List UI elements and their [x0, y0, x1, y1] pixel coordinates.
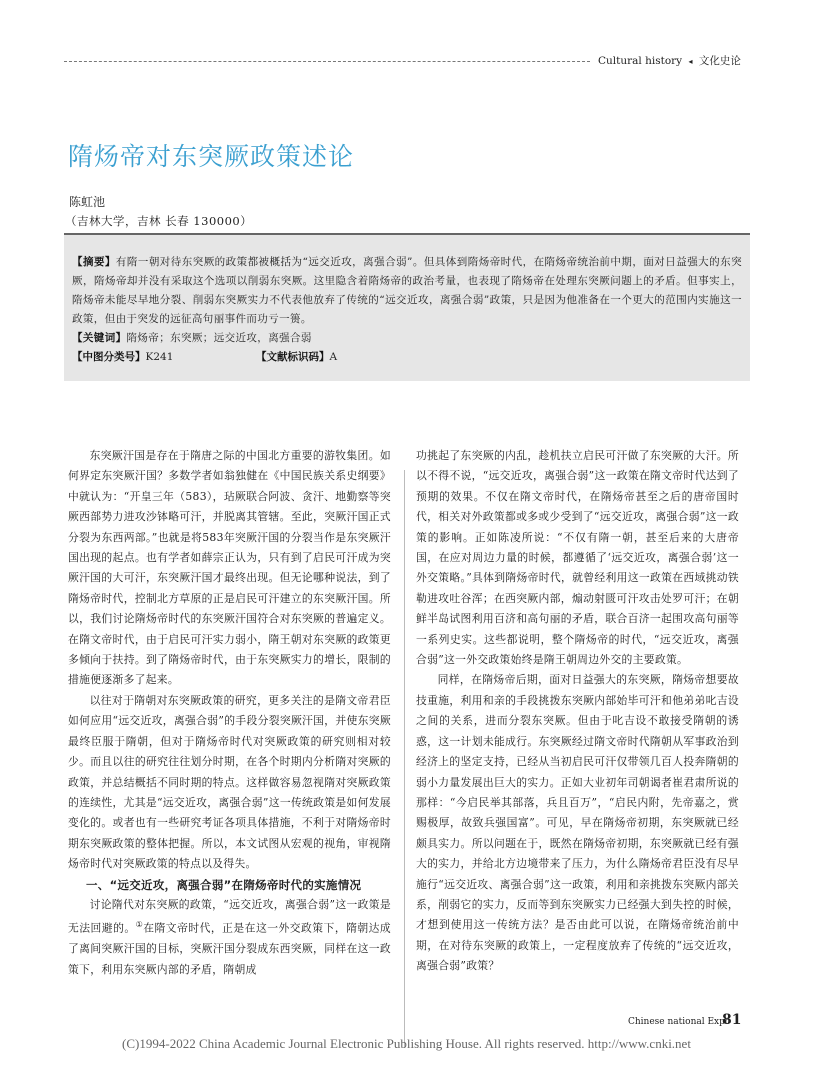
- arrow-left-icon: ◂: [688, 57, 693, 66]
- abstract-label: 【摘要】: [72, 256, 116, 268]
- abstract-text: 有隋一朝对待东突厥的政策都被概括为“远交近攻，离强合弱”。但具体到隋炀帝时代，在隋炀帝统治前中期，面对日益强大的东突厥，隋炀帝却并没有采取这个选项以削弱东突厥。这里隐含着隋炀帝的政治考量，也表现了隋炀帝在处理东突厥问题上的矛盾。但事实上，隋炀帝未能尽早地分裂、削弱东突厥实力不代表他放弃了传统的“远交近攻，离强合弱”政策，只是因为他准备在一个更大的范围内实施这一政策，但由于突发的远征高句丽事件而功亏一篑。: [72, 256, 743, 325]
- page-number: 81: [722, 1012, 742, 1028]
- copyright-watermark: (C)1994-2022 China Academic Journal Electronic Publishing House. All rights reserved. http://www.cnki.net: [122, 1036, 691, 1051]
- author-affiliation: （吉林大学，吉林 长春 130000）: [65, 214, 253, 228]
- clc-value: K241: [145, 351, 174, 363]
- abstract-paragraph: [72, 253, 742, 329]
- doc-code-label: 【文献标识码】: [256, 351, 330, 363]
- header-rule: [64, 61, 590, 62]
- doc-code-value: A: [329, 351, 338, 363]
- article-title: 隋炀帝对东突厥政策述论: [68, 142, 355, 171]
- section-heading: 一、“远交近攻，离强合弱”在隋炀帝时代的实施情况: [86, 877, 362, 892]
- classification-line: [72, 348, 742, 367]
- body-paragraph: 同样，在隋炀帝后期，面对日益强大的东突厥，隋炀帝想要故技重施，利用和亲的手段挑拨东突厥内部始毕可汗和他弟弟叱吉设之间的关系，进而分裂东突厥。但由于叱吉设不敢接受隋朝的诱惑，这一计划未能成行。东突厥经过隋文帝时代隋朝从军事政治到经济上的坚定支持，已经从当初启民可汗仅带领几百人投奔隋朝的弱小力量发展出巨大的实力。正如大业初年司朝谒者崔君肃所说的那样：“今启民举其部落，兵且百万”，“启民内附，先帝嘉之，赏赐极厚，故致兵强国富”。可见，早在隋炀帝初期，东突厥就已经颇具实力。所以问题在于，既然在隋炀帝初期，东突厥就已经有强大的实力，并给北方边境带来了压力，为什么隋炀帝君臣没有尽早施行“远交近攻、离强合弱”这一政策，利用和亲挑拨东突厥内部关系，削弱它的实力，反而等到东突厥实力已经强大到失控的时候，才想到使用这一传统方法？是否由此可以说，在隋炀帝统治前中期，在对待东突厥的政策上，一定程度放弃了传统的“远交近攻，离强合弱”政策？: [416, 673, 739, 973]
- section-zh: 文化史论: [698, 55, 741, 67]
- body-paragraph: 功挑起了东突厥的内乱，趁机扶立启民可汗做了东突厥的大汗。所以不得不说，“远交近攻，离强合弱”这一政策在隋文帝时代达到了预期的效果。不仅在隋文帝时代，在隋炀帝甚至之后的唐帝国时代，相关对外政策都或多或少受到了“远交近攻，离强合弱”这一政策的影响。正如陈凌所说：“不仅有隋一朝，甚至后来的大唐帝国，在应对周边力量的时候，都遵循了‘远交近攻，离强合弱’这一外交策略。”具体到隋炀帝时代，就曾经利用这一政策在西域挑动铁勒进攻吐谷浑；在西突厥内部，煽动射匮可汗攻击处罗可汗；在朝鲜半岛试图利用百济和高句丽的矛盾，联合百济一起围攻高句丽等一系列史实。这些都说明，整个隋炀帝的时代，“远交近攻，离强合弱”这一外交政策始终是隋王朝周边外交的主要政策。: [416, 449, 739, 667]
- doc-code-field: [256, 348, 337, 367]
- clc-label: 【中图分类号】: [72, 351, 146, 363]
- paragraph-text: 讨论隋代对东突厥的政策，“远交近攻，离强合弱”这一政策是无法回避的。: [68, 897, 391, 935]
- body-column-right: [416, 446, 739, 977]
- abstract-box: [64, 233, 750, 381]
- running-header: [598, 53, 741, 68]
- section-en: Cultural history: [598, 55, 683, 67]
- keywords-text: 隋炀帝；东突厥；远交近攻，离强合弱: [126, 332, 312, 344]
- journal-name: Chinese national Expo: [628, 1017, 731, 1027]
- body-paragraph: 以往对于隋朝对东突厥政策的研究，更多关注的是隋文帝君臣如何应用“远交近攻，离强合弱”的手段分裂突厥汗国，并使东突厥最终臣服于隋朝，但对于隋炀帝时代对突厥政策的研究则相对较少。而且以往的研究往往划分时期，在各个时期内分析隋对突厥的政策，并总结概括不同时期的特点。这样做容易忽视隋对突厥政策的连续性，尤其是“远交近攻，离强合弱”这一传统政策是如何发展变化的。或者也有一些研究考证各项具体措施，不利于对隋炀帝时期东突厥政策的整体把握。所以，本文试图从宏观的视角，审视隋炀帝时代对突厥政策的特点以及得失。: [68, 693, 391, 871]
- body-paragraph: [68, 895, 391, 980]
- body-column-left: [68, 446, 391, 980]
- keywords-line: [72, 329, 742, 348]
- column-divider: [404, 470, 405, 1048]
- author-name: 陈虹池: [69, 195, 106, 209]
- clc-field: [72, 351, 173, 363]
- keywords-label: 【关键词】: [72, 332, 127, 344]
- body-paragraph: 东突厥汗国是存在于隋唐之际的中国北方重要的游牧集团。如何界定东突厥汗国？多数学者如翁独健在《中国民族关系史纲要》中就认为：“开皇三年（583），玷厥联合阿波、贪汗、地勤察等突厥西部势力进攻沙钵略可汗，并脱离其管辖。至此，突厥汗国正式分裂为东西两部。”也就是将583年突厥汗国的分裂当作是东突厥汗国出现的起点。也有学者如薛宗正认为，只有到了启民可汗成为突厥汗国的大可汗，东突厥汗国才最终出现。但无论哪种说法，到了隋炀帝时代，控制北方草原的正是启民可汗建立的东突厥汗国。所以，我们讨论隋炀帝时代的东突厥汗国符合对东突厥的普遍定义。在隋文帝时代，由于启民可汗实力弱小，隋王朝对东突厥的政策更多倾向于扶持。到了隋炀帝时代，由于东突厥实力的增长，限制的措施便逐渐多了起来。: [68, 449, 391, 687]
- footnote-marker[interactable]: ①: [135, 920, 144, 930]
- paragraph-text: 在隋文帝时代，正是在这一外交政策下，隋朝达成了离间突厥汗国的目标，突厥汗国分裂成东西突厥，同样在这一政策下，利用东突厥内部的矛盾，隋朝成: [68, 921, 391, 976]
